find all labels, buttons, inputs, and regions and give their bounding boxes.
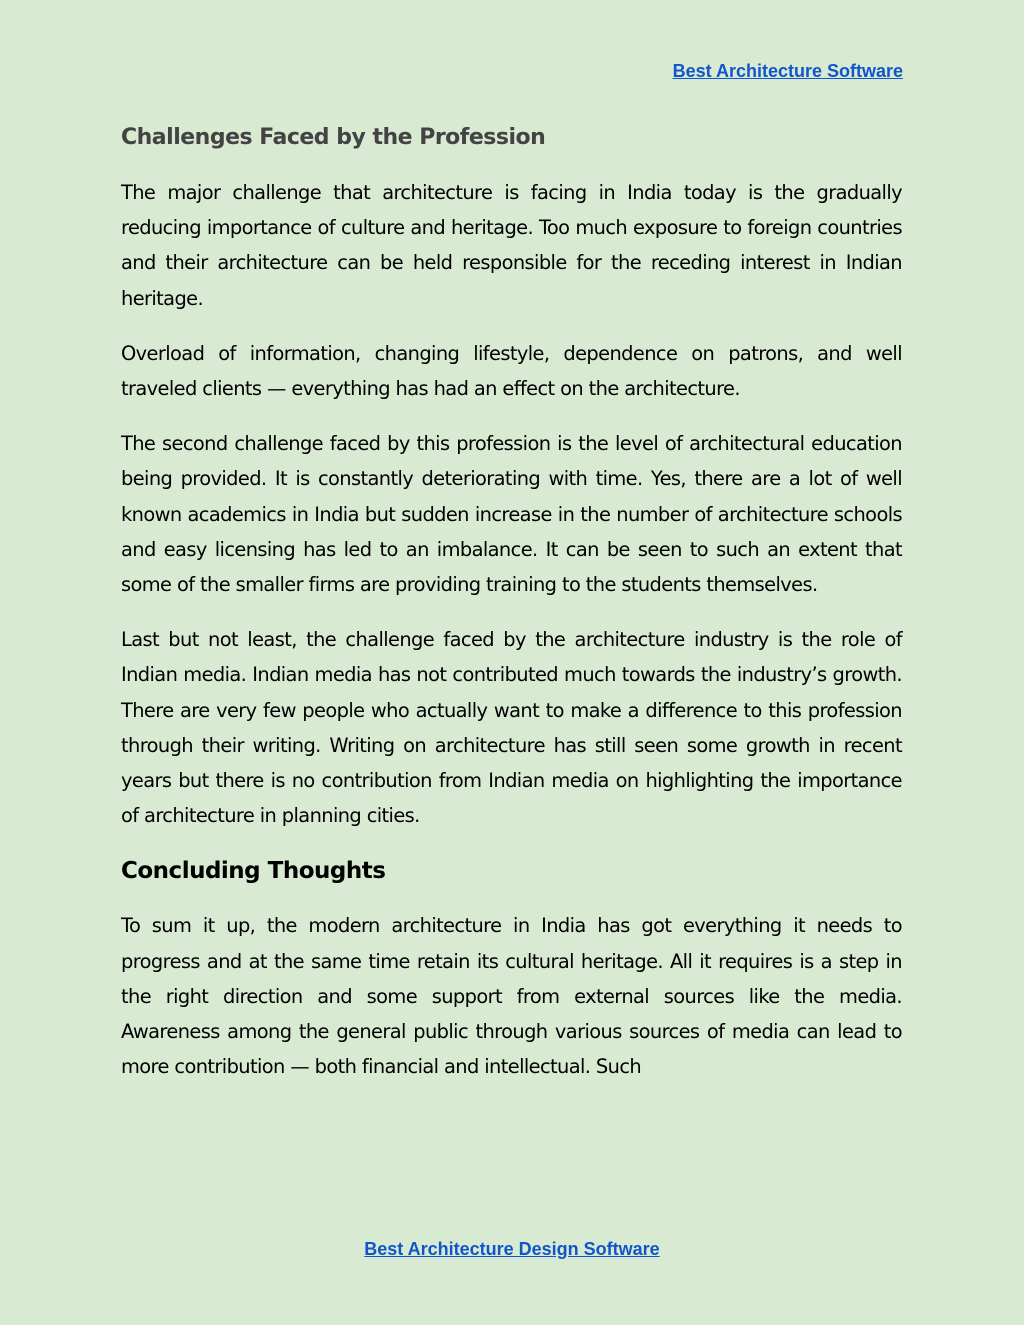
section-heading-challenges: Challenges Faced by the Profession xyxy=(121,125,546,150)
paragraph: The major challenge that architecture is facing in India today is the gradually reducing importance of culture and heritage. Too much exposure to foreign countries and their architecture can be held responsible for the receding interest in Indian heritage. xyxy=(121,181,902,310)
footer-link[interactable]: Best Architecture Design Software xyxy=(364,1239,660,1259)
section-heading-concluding: Concluding Thoughts xyxy=(121,858,386,885)
header-link[interactable]: Best Architecture Software xyxy=(672,61,903,81)
paragraph: To sum it up, the modern architecture in India has got everything it needs to progress and at the same time retain its cultural heritage. All it requires is a step in the right direction and some support from external sources like the media. Awareness among the general public through various sources of media can lead to more contribution — both financial and intellectual. Such xyxy=(121,914,902,1079)
paragraph: The second challenge faced by this profession is the level of architectural education being provided. It is constantly deteriorating with time. Yes, there are a lot of well known academics in India but sudden increase in the number of architecture schools and easy licensing has led to an imbalance. It can be seen to such an extent that some of the smaller firms are providing training to the students themselves. xyxy=(121,432,902,597)
paragraph: Last but not least, the challenge faced by the architecture industry is the role of Indian media. Indian media has not contributed much towards the industry’s growth. There are very few people who actually want to make a difference to this profession through their writing. Writing on architecture has still seen some growth in recent years but there is no contribution from Indian media on highlighting the importance of architecture in planning cities. xyxy=(121,628,902,828)
content-area xyxy=(121,121,902,1084)
paragraph: Overload of information, changing lifestyle, dependence on patrons, and well traveled clients — everything has had an effect on the architecture. xyxy=(121,341,902,401)
footer xyxy=(0,1239,1024,1260)
